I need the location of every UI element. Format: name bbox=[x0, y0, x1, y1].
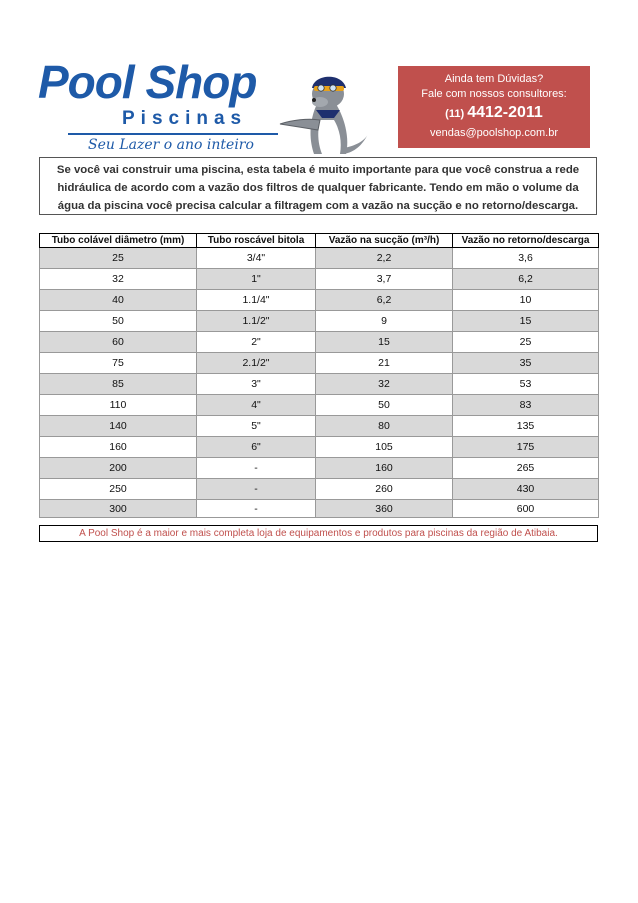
table-row bbox=[40, 416, 599, 437]
logo-subtitle: Piscinas bbox=[122, 108, 248, 129]
cell-threaded-gauge: 2.1/2" bbox=[197, 353, 316, 374]
cell-suction-flow: 160 bbox=[316, 458, 453, 479]
intro-line-1: Se você vai construir uma piscina, esta tabela é muito importante para que você construa a rede bbox=[56, 164, 580, 176]
cell-glued-diameter: 32 bbox=[40, 269, 197, 290]
logo-divider bbox=[68, 133, 278, 135]
cell-threaded-gauge: 3/4" bbox=[197, 248, 316, 269]
cell-return-flow: 35 bbox=[453, 353, 599, 374]
cell-glued-diameter: 200 bbox=[40, 458, 197, 479]
cell-glued-diameter: 40 bbox=[40, 290, 197, 311]
cell-threaded-gauge: 4" bbox=[197, 395, 316, 416]
cell-suction-flow: 32 bbox=[316, 374, 453, 395]
cell-threaded-gauge: - bbox=[197, 500, 316, 518]
cell-threaded-gauge: 2" bbox=[197, 332, 316, 353]
contact-question: Ainda tem Dúvidas? bbox=[444, 73, 544, 85]
cell-glued-diameter: 110 bbox=[40, 395, 197, 416]
cell-return-flow: 600 bbox=[453, 500, 599, 518]
table-row bbox=[40, 311, 599, 332]
table-row bbox=[40, 248, 599, 269]
cell-suction-flow: 6,2 bbox=[316, 290, 453, 311]
cell-return-flow: 175 bbox=[453, 437, 599, 458]
contact-box bbox=[398, 66, 590, 148]
header-return-flow: Vazão no retorno/descarga bbox=[453, 234, 599, 248]
table-header-row bbox=[40, 234, 599, 248]
table-row bbox=[40, 269, 599, 290]
table-row bbox=[40, 353, 599, 374]
intro-line-2: hidráulica de acordo com a vazão dos filtros de qualquer fabricante. Tendo em mão o volume da bbox=[57, 182, 579, 194]
cell-return-flow: 3,6 bbox=[453, 248, 599, 269]
table-row bbox=[40, 395, 599, 416]
cell-threaded-gauge: 6" bbox=[197, 437, 316, 458]
cell-suction-flow: 15 bbox=[316, 332, 453, 353]
table-row bbox=[40, 479, 599, 500]
intro-text-box bbox=[39, 157, 597, 215]
footer-note: A Pool Shop é a maior e mais completa loja de equipamentos e produtos para piscinas da região de Atibaia. bbox=[39, 525, 598, 542]
cell-threaded-gauge: - bbox=[197, 458, 316, 479]
contact-email[interactable]: vendas@poolshop.com.br bbox=[430, 127, 558, 139]
cell-threaded-gauge: 1.1/4" bbox=[197, 290, 316, 311]
phone-area-code: (11) bbox=[445, 108, 465, 120]
cell-threaded-gauge: 1" bbox=[197, 269, 316, 290]
cell-suction-flow: 9 bbox=[316, 311, 453, 332]
intro-line-3: água da piscina você precisa calcular a filtragem com a vazão na sucção e no retorno/descarga. bbox=[57, 200, 579, 212]
cell-return-flow: 265 bbox=[453, 458, 599, 479]
cell-return-flow: 135 bbox=[453, 416, 599, 437]
cell-threaded-gauge: 3" bbox=[197, 374, 316, 395]
contact-phone[interactable] bbox=[398, 103, 590, 124]
seal-mascot-icon bbox=[270, 62, 370, 158]
phone-number: 4412-2011 bbox=[467, 104, 543, 121]
cell-return-flow: 10 bbox=[453, 290, 599, 311]
table-row bbox=[40, 290, 599, 311]
logo-title: Pool Shop bbox=[38, 56, 257, 108]
header-glued-pipe: Tubo colável diâmetro (mm) bbox=[40, 234, 197, 248]
table-row bbox=[40, 437, 599, 458]
cell-glued-diameter: 300 bbox=[40, 500, 197, 518]
cell-return-flow: 430 bbox=[453, 479, 599, 500]
cell-return-flow: 15 bbox=[453, 311, 599, 332]
cell-glued-diameter: 160 bbox=[40, 437, 197, 458]
cell-threaded-gauge: 5" bbox=[197, 416, 316, 437]
table-row bbox=[40, 332, 599, 353]
cell-return-flow: 83 bbox=[453, 395, 599, 416]
table-row bbox=[40, 374, 599, 395]
logo-slogan: Seu Lazer o ano inteiro bbox=[88, 137, 254, 153]
cell-suction-flow: 21 bbox=[316, 353, 453, 374]
cell-suction-flow: 50 bbox=[316, 395, 453, 416]
flow-table bbox=[39, 233, 599, 518]
cell-glued-diameter: 50 bbox=[40, 311, 197, 332]
cell-glued-diameter: 250 bbox=[40, 479, 197, 500]
cell-return-flow: 6,2 bbox=[453, 269, 599, 290]
header-suction-flow: Vazão na sucção (m³/h) bbox=[316, 234, 453, 248]
cell-glued-diameter: 60 bbox=[40, 332, 197, 353]
cell-suction-flow: 80 bbox=[316, 416, 453, 437]
cell-glued-diameter: 140 bbox=[40, 416, 197, 437]
header-threaded-pipe: Tubo roscável bitola bbox=[197, 234, 316, 248]
cell-glued-diameter: 75 bbox=[40, 353, 197, 374]
cell-suction-flow: 105 bbox=[316, 437, 453, 458]
cell-suction-flow: 260 bbox=[316, 479, 453, 500]
cell-return-flow: 25 bbox=[453, 332, 599, 353]
cell-glued-diameter: 85 bbox=[40, 374, 197, 395]
cell-threaded-gauge: 1.1/2" bbox=[197, 311, 316, 332]
contact-consultants: Fale com nossos consultores: bbox=[421, 88, 567, 100]
cell-glued-diameter: 25 bbox=[40, 248, 197, 269]
cell-return-flow: 53 bbox=[453, 374, 599, 395]
cell-suction-flow: 360 bbox=[316, 500, 453, 518]
cell-suction-flow: 3,7 bbox=[316, 269, 453, 290]
table-row bbox=[40, 500, 599, 518]
cell-suction-flow: 2,2 bbox=[316, 248, 453, 269]
table-row bbox=[40, 458, 599, 479]
cell-threaded-gauge: - bbox=[197, 479, 316, 500]
